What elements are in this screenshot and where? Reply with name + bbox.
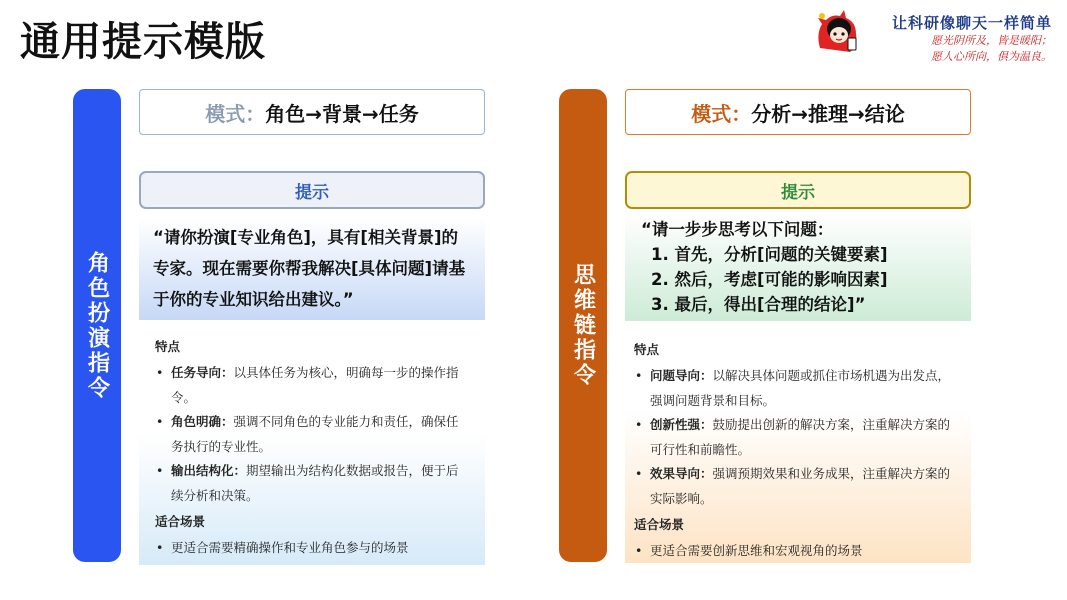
feature-key: 问题导向： <box>650 368 713 383</box>
list-item: • 更适合需要精确操作和专业角色参与的场景 <box>155 536 469 561</box>
left-side-label-bar <box>73 89 121 562</box>
right-prompt-text <box>625 213 971 321</box>
feature-key: 创新性强： <box>650 417 713 432</box>
left-scene-heading: 适合场景 <box>155 514 206 529</box>
feature-text: 强调预期效果和业务成果，注重解决方案的实际影响。 <box>650 466 951 506</box>
left-features-list <box>155 361 469 508</box>
list-item <box>634 462 962 511</box>
list-item <box>155 410 469 459</box>
right-prompt-header: 提示 <box>625 171 971 209</box>
brand-slogan-line2: 愿人心所向，俱为温良。 <box>931 50 1052 63</box>
right-side-label: 思维链指令 <box>570 263 596 388</box>
cartoon-girl-mascot-icon <box>810 4 866 60</box>
left-scene-list <box>155 536 469 561</box>
left-mode-box <box>139 89 485 135</box>
left-prompt-text: “请你扮演[专业角色]，具有[相关背景]的专家。现在需要你帮我解决[具体问题]请基于你的专业知识给出建议。” <box>139 218 485 320</box>
brand-logo <box>810 4 1060 64</box>
feature-key: 输出结构化： <box>171 463 247 478</box>
prompt-line: 1. 首先，分析[问题的关键要素] <box>651 245 888 264</box>
list-item <box>155 459 469 508</box>
feature-text: 鼓励提出创新的解决方案，注重解决方案的可行性和前瞻性。 <box>650 417 951 457</box>
page-title: 通用提示模版 <box>20 19 266 65</box>
left-mode-label: 模式： <box>205 101 266 126</box>
left-features-heading: 特点 <box>155 339 181 354</box>
feature-text: 强调不同角色的专业能力和责任，确保任务执行的专业性。 <box>171 414 459 454</box>
right-features-heading: 特点 <box>634 342 660 357</box>
right-mode-value: 分析→推理→结论 <box>751 101 905 126</box>
feature-key: 任务导向： <box>171 365 234 380</box>
right-features-list <box>634 364 962 511</box>
brand-slogan-line1: 愿光阴所及，皆是暖阳； <box>931 34 1052 47</box>
brand-name: 让科研像聊天一样简单 <box>891 14 1052 32</box>
left-features-panel <box>139 327 485 565</box>
right-mode-label: 模式： <box>691 101 752 126</box>
list-item <box>155 361 469 410</box>
prompt-line: 2. 然后，考虑[可能的影响因素] <box>651 270 888 289</box>
left-prompt-header: 提示 <box>139 171 485 209</box>
prompt-line: 3. 最后，得出[合理的结论]” <box>651 295 866 314</box>
list-item <box>634 413 962 462</box>
left-side-label: 角色扮演指令 <box>84 250 110 401</box>
feature-key: 效果导向： <box>650 466 713 481</box>
feature-text: 以具体任务为核心，明确每一步的操作指令。 <box>171 365 459 405</box>
feature-key: 角色明确： <box>171 414 234 429</box>
list-item: • 更适合需要创新思维和宏观视角的场景 <box>634 539 962 564</box>
right-scene-heading: 适合场景 <box>634 517 685 532</box>
right-scene-list <box>634 539 962 564</box>
prompt-line: “请一步步思考以下问题： <box>641 220 834 239</box>
feature-text: 期望输出为结构化数据或报告，便于后续分析和决策。 <box>171 463 459 503</box>
feature-text: 以解决具体问题或抓住市场机遇为出发点，强调问题背景和目标。 <box>650 368 951 408</box>
right-features-panel <box>625 330 971 563</box>
list-item <box>634 364 962 413</box>
right-side-label-bar <box>559 89 607 562</box>
left-mode-value: 角色→背景→任务 <box>265 101 419 126</box>
right-mode-box <box>625 89 971 135</box>
